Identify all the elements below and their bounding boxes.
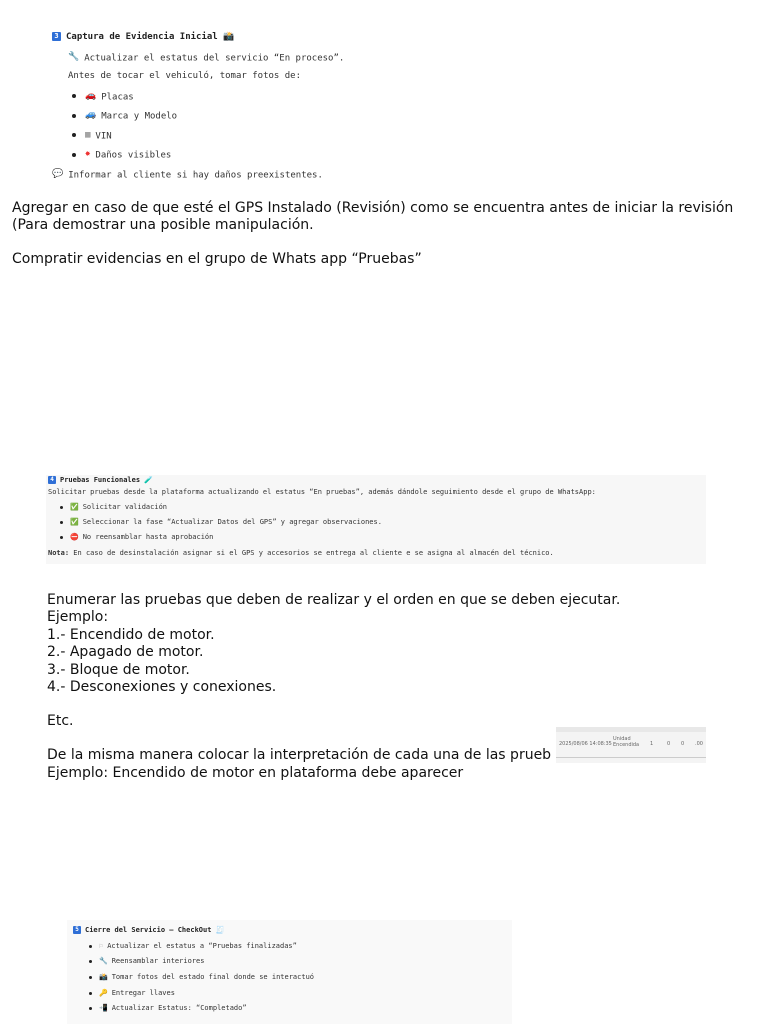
event-col3: 0 — [681, 741, 685, 747]
capture-section-title: Captura de Evidencia Inicial 📸 — [66, 32, 235, 42]
event-col4: .00 — [695, 741, 703, 747]
step-number-badge: 5 — [73, 926, 81, 934]
stop-icon: ⛔ — [70, 533, 79, 541]
car-blue-icon: 🚙 — [85, 110, 97, 120]
list-item: ✅ Seleccionar la fase “Actualizar Datos del GPS” y agregar observaciones. — [60, 518, 382, 526]
tests-intro: Enumerar las pruebas que deben de realizar y el orden en que se deben ejecutar. — [47, 592, 621, 608]
speech-icon: 💬 — [52, 168, 64, 179]
note-label: Nota: — [48, 549, 70, 557]
tests-description: Solicitar pruebas desde la plataforma actualizando el estatus “En pruebas”, además dándole seguimiento desde el grupo de WhatsApp: — [48, 488, 596, 496]
barcode-icon: ▦ — [85, 129, 91, 140]
key-icon: 🔑 — [99, 989, 108, 997]
wrench-icon: 🔧 — [68, 51, 80, 62]
interpretation-line: De la misma manera colocar la interpretación de cada una de las prueb — [47, 747, 552, 763]
test-step: 1.- Encendido de motor. — [47, 627, 215, 643]
list-item: 📸 Tomar fotos del estado final donde se interactuó — [89, 973, 314, 981]
step-number-badge: 3 — [52, 32, 61, 41]
tests-note: Nota: En caso de desinstalación asignar si el GPS y accesorios se entrega al cliente e se asigna al almacén del técnico. — [48, 549, 554, 557]
wrench-icon: 🔧 — [99, 957, 108, 965]
functional-tests-section — [46, 475, 706, 564]
step-number-badge: 4 — [48, 476, 56, 484]
check-icon: ✅ — [70, 518, 79, 526]
etc-text: Etc. — [47, 713, 74, 729]
tests-heading — [48, 476, 153, 484]
tests-title: Pruebas Funcionales 🧪 — [60, 476, 154, 484]
platform-event-snippet — [556, 727, 706, 763]
car-icon: 🚗 — [85, 90, 97, 101]
event-col1: 1 — [650, 741, 654, 747]
test-step: 2.- Apagado de motor. — [47, 644, 204, 660]
capture-footer: 💬 Informar al cliente si hay daños preexistentes. — [52, 165, 352, 185]
test-step: 4.- Desconexiones y conexiones. — [47, 679, 277, 695]
capture-step-text: Actualizar el estatus del servicio “En proceso”. — [84, 52, 345, 63]
list-item: 🔧 Reensamblar interiores — [89, 957, 204, 965]
event-col2: 0 — [667, 741, 671, 747]
list-item: 🔑 Entregar llaves — [89, 989, 175, 997]
event-name: Unidad Encendida — [613, 736, 640, 748]
camera-icon: 📸 — [99, 973, 108, 981]
test-step: 3.- Bloque de motor. — [47, 662, 190, 678]
list-item: ✅ Solicitar validación — [60, 503, 167, 511]
checkout-section — [67, 920, 512, 1024]
capture-section-heading — [52, 28, 352, 48]
list-item: ⚐ Actualizar el estatus a “Pruebas finalizadas” — [89, 942, 297, 950]
example-line: Ejemplo: Encendido de motor en plataforma debe aparecer — [47, 765, 464, 781]
check-icon: ✅ — [70, 503, 79, 511]
list-item: ⛔ No reensamblar hasta aprobación — [60, 533, 213, 541]
list-item: ▦ VIN — [52, 126, 352, 146]
list-item: 🚗 Placas — [52, 87, 352, 107]
capture-evidence-section — [52, 28, 352, 184]
example-label: Ejemplo: — [47, 609, 109, 625]
phone-icon: 📲 — [99, 1004, 108, 1012]
capture-step-line — [52, 48, 352, 68]
checkout-heading — [73, 926, 224, 934]
checkout-title: Cierre del Servicio – CheckOut 🧾 — [85, 926, 225, 934]
gps-note-line2: (Para demostrar una posible manipulación. — [12, 217, 314, 233]
share-note: Compratir evidencias en el grupo de Whats app “Pruebas” — [12, 251, 422, 267]
collision-icon: ✸ — [85, 149, 91, 159]
flag-icon: ⚐ — [99, 942, 104, 950]
event-date: 2025/08/06 14:08:35 — [559, 741, 612, 747]
gps-note-line1: Agregar en caso de que esté el GPS Instalado (Revisión) como se encuentra antes de iniciar la revisión — [12, 200, 734, 216]
list-item: 📲 Actualizar Estatus: “Completado” — [89, 1004, 247, 1012]
list-item: 🚙 Marca y Modelo — [52, 106, 352, 126]
capture-intro: Antes de tocar el vehiculó, tomar fotos de: — [68, 71, 301, 81]
list-item: ✸ Daños visibles — [52, 145, 352, 165]
